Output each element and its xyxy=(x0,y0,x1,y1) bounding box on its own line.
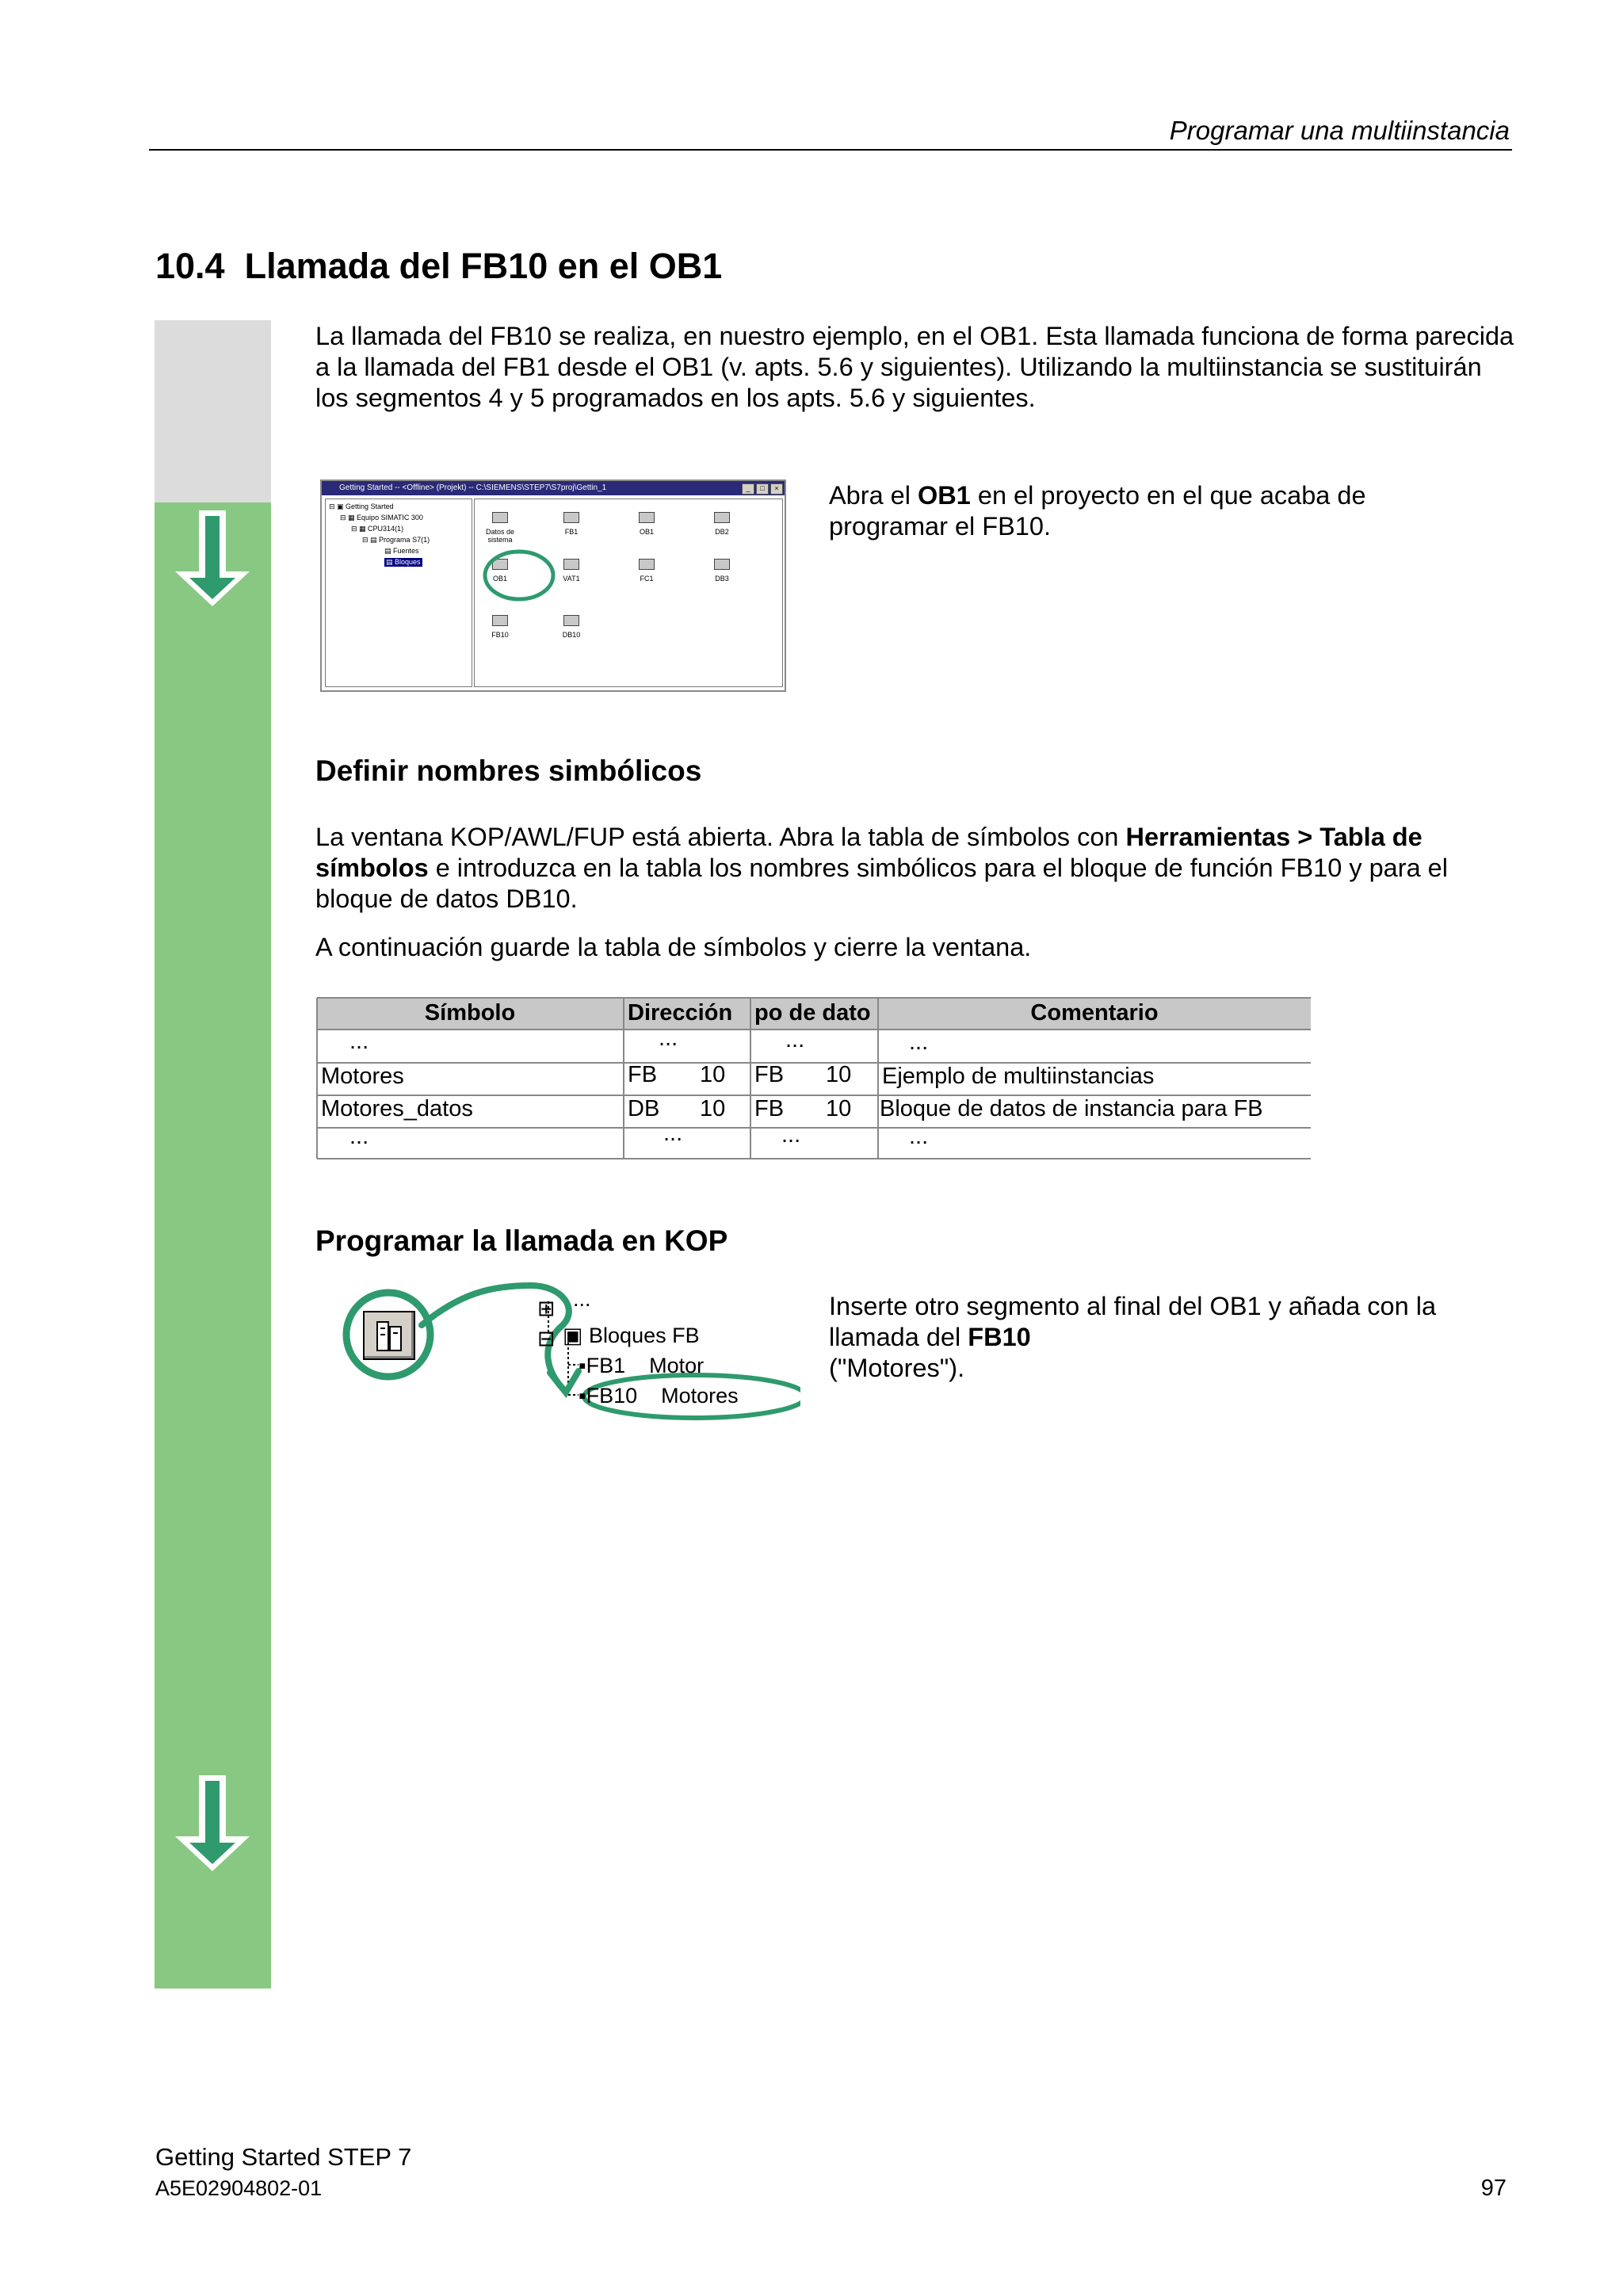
ellipsis: ... xyxy=(785,1027,805,1052)
expand-icon[interactable]: ⊞ xyxy=(537,1297,556,1320)
block-icon: ▪ xyxy=(579,1384,586,1408)
footer-doc-id: A5E02904802-01 xyxy=(155,2176,323,2200)
tree-item[interactable]: ▤ Fuentes xyxy=(384,547,419,555)
table-cell-datatype[interactable]: FB xyxy=(754,1096,785,1121)
tree-item[interactable]: ⊟ ▦ CPU314(1) xyxy=(351,525,404,533)
fb-block-icon xyxy=(365,1312,414,1358)
ellipsis: ... xyxy=(781,1122,801,1148)
table-cell-symbol[interactable]: Motores_datos xyxy=(321,1096,473,1121)
table-cell-address-number[interactable]: 10 xyxy=(700,1096,726,1121)
table-cell-address[interactable]: FB xyxy=(628,1062,658,1087)
kop-heading: Programar la llamada en KOP xyxy=(315,1224,728,1257)
tree-item-fb10[interactable]: ▪FB10 Motores xyxy=(579,1384,739,1408)
table-cell-address-number[interactable]: 10 xyxy=(700,1062,726,1087)
ellipsis: ... xyxy=(663,1121,683,1146)
close-button[interactable]: × xyxy=(770,483,783,495)
intro-paragraph: La llamada del FB10 se realiza, en nuestro ejemplo, en el OB1. Esta llamada funciona de forma parecida a la llamada del FB1 desde el OB1 (v. apts. 5.6 y siguientes). Utilizando la multiinstancia se sustituirán los segmentos 4 y 5 programados en los apts. 5.6 y siguientes. xyxy=(315,322,1514,412)
block-icon xyxy=(563,512,579,523)
save-close-paragraph: A continuación guarde la tabla de símbolos y cierre la ventana. xyxy=(315,933,1032,961)
down-arrow-icon xyxy=(170,508,254,611)
block-icon xyxy=(714,559,730,570)
table-cell-datatype[interactable]: FB xyxy=(754,1062,785,1087)
block-icon: ▪ xyxy=(579,1354,586,1377)
table-cell-datatype-number[interactable]: 10 xyxy=(826,1096,852,1121)
block-icon xyxy=(714,512,730,523)
kop-call-illustration xyxy=(341,1278,800,1420)
column-header-symbol[interactable]: Símbolo xyxy=(424,1000,516,1026)
column-header-datatype[interactable]: po de dato xyxy=(754,1000,871,1026)
block-item[interactable]: Datos de sistema xyxy=(476,512,524,544)
side-bar-gray xyxy=(155,320,271,502)
folder-icon xyxy=(492,512,508,523)
symbols-paragraph: La ventana KOP/AWL/FUP está abierta. Abra la tabla de símbolos con Herramientas > Tabla de símbolos e introduzca en la tabla los nombres simbólicos para el bloque de función FB10 y para el bloque de datos DB10. xyxy=(315,823,1448,913)
table-cell-symbol[interactable]: Motores xyxy=(321,1064,404,1089)
block-item[interactable]: FC1 xyxy=(623,559,670,583)
block-item[interactable]: DB10 xyxy=(548,615,595,639)
highlight-circle xyxy=(483,548,559,604)
block-icon xyxy=(492,615,508,626)
column-header-address[interactable]: Dirección xyxy=(628,1000,733,1026)
block-item[interactable]: DB3 xyxy=(698,559,746,583)
open-ob1-instruction: Abra el OB1 en el proyecto en el que acaba de programar el FB10. xyxy=(829,481,1366,541)
tree-ellipsis: ... xyxy=(573,1287,591,1311)
table-cell-comment[interactable]: Ejemplo de multiinstancias xyxy=(882,1064,1155,1089)
block-item[interactable]: VAT1 xyxy=(548,559,595,583)
block-item[interactable]: OB1 xyxy=(623,512,670,536)
block-icon xyxy=(639,559,655,570)
block-icon xyxy=(563,559,579,570)
column-header-comment[interactable]: Comentario xyxy=(1030,1000,1159,1026)
window-titlebar xyxy=(322,481,785,495)
tree-item[interactable]: ⊟ ▣ Getting Started xyxy=(329,502,394,510)
block-item[interactable]: FB1 xyxy=(548,512,595,536)
maximize-button[interactable]: □ xyxy=(756,483,769,495)
insert-segment-instruction: Inserte otro segmento al final del OB1 y añada con la llamada del FB10 ("Motores"). xyxy=(829,1292,1437,1382)
header-rule xyxy=(149,149,1512,151)
tree-item[interactable]: ⊟ ▤ Programa S7(1) xyxy=(362,536,430,544)
tree-item[interactable]: ⊟ ▦ Equipo SIMATIC 300 xyxy=(340,514,423,521)
tree-item-fb-folder[interactable]: ▣ Bloques FB xyxy=(563,1324,700,1347)
ellipsis: ... xyxy=(659,1026,678,1051)
blocks-pane xyxy=(474,499,783,687)
ellipsis: ... xyxy=(909,1030,929,1055)
ellipsis: ... xyxy=(349,1124,369,1149)
running-header: Programar una multiinstancia xyxy=(1169,116,1510,145)
ellipsis: ... xyxy=(349,1029,369,1054)
symbol-table xyxy=(316,997,1311,1159)
table-cell-address[interactable]: DB xyxy=(628,1096,660,1121)
block-icon xyxy=(563,615,579,626)
folder-icon: ▣ xyxy=(563,1324,583,1347)
block-item-ob1[interactable]: OB1 xyxy=(476,559,524,583)
ellipsis: ... xyxy=(909,1124,929,1149)
tree-item-selected[interactable]: ▤ Bloques xyxy=(386,558,421,566)
project-tree xyxy=(325,499,472,687)
block-icon xyxy=(639,512,655,523)
footer-book-title: Getting Started STEP 7 xyxy=(155,2143,412,2171)
block-item[interactable]: DB2 xyxy=(698,512,746,536)
minimize-button[interactable]: _ xyxy=(742,483,754,495)
collapse-icon[interactable]: ⊟ xyxy=(537,1327,556,1350)
window-title: Getting Started -- <Offline> (Projekt) -- C:\SIEMENS\STEP7\S7proj\Gettin_1 xyxy=(339,483,607,492)
simatic-manager-window xyxy=(320,479,786,692)
section-title: 10.4 Llamada del FB10 en el OB1 xyxy=(155,246,723,286)
insert-block-button[interactable] xyxy=(363,1311,415,1360)
block-item[interactable]: FB10 xyxy=(476,615,524,639)
symbols-heading: Definir nombres simbólicos xyxy=(315,755,702,787)
table-cell-datatype-number[interactable]: 10 xyxy=(826,1062,852,1087)
down-arrow-icon xyxy=(170,1773,254,1876)
table-cell-comment[interactable]: Bloque de datos de instancia para FB xyxy=(880,1096,1263,1121)
tree-item-fb1[interactable]: ▪FB1 Motor xyxy=(579,1354,705,1377)
side-bar-green xyxy=(155,502,271,1988)
page-number: 97 xyxy=(1480,2176,1507,2201)
